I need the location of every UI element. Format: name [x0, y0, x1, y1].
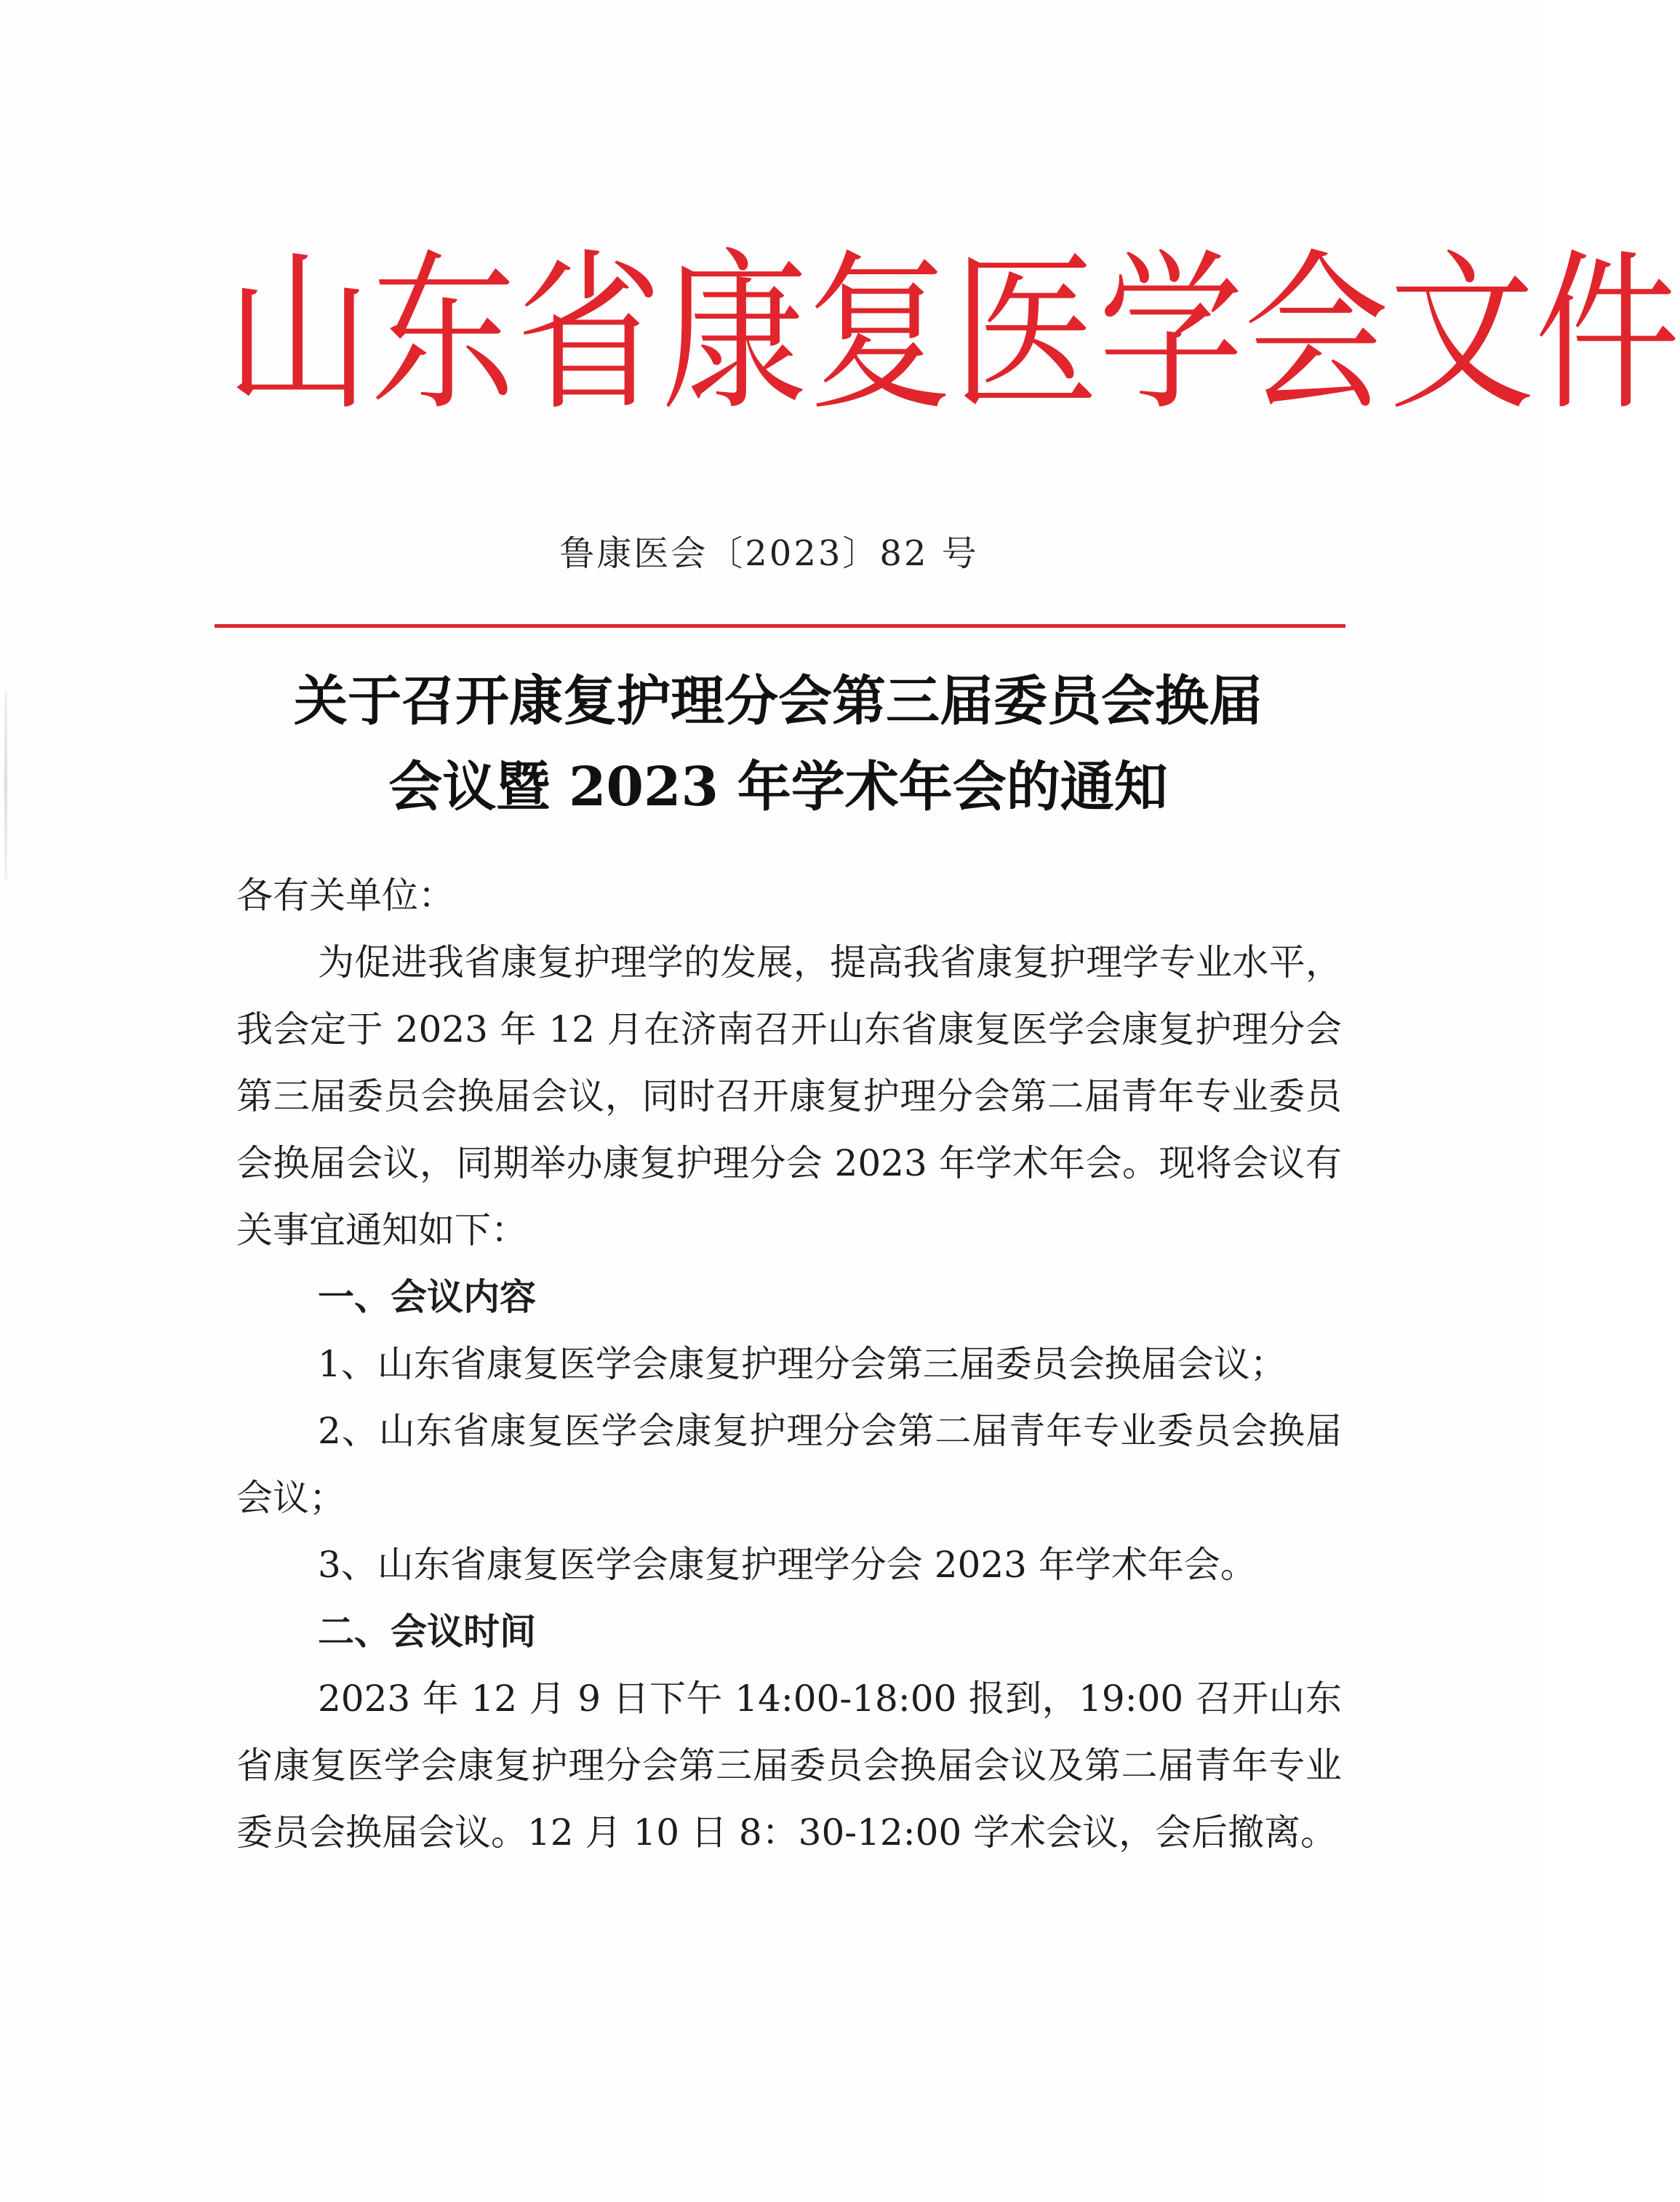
content-item-3: 3、山东省康复医学会康复护理学分会 2023 年学术年会。: [318, 1544, 1257, 1586]
masthead-char: 医: [953, 234, 1099, 434]
masthead-char: 会: [1244, 234, 1390, 434]
notice-body: [236, 862, 1342, 1866]
masthead-char: 康: [662, 234, 808, 434]
notice-title-line-1: 关于召开康复护理分会第三届委员会换届: [294, 670, 1263, 733]
intro-paragraph: 为促进我省康复护理学的发展，提高我省康复护理学专业水平，我会定于 2023 年 12 月在济南召开山东省康复医学会康复护理分会第三届委员会换届会议，同时召开康复护理分会第二届青年专业委员会换届会议，同期举办康复护理分会 2023 年学术年会。现将会议有关事宜通知如下：: [236, 941, 1342, 1251]
masthead-char: 学: [1098, 234, 1244, 434]
masthead-char: 东: [371, 234, 517, 434]
notice-title-line-2: 会议暨 2023 年学术年会的通知: [388, 756, 1168, 818]
section-heading-time: 二、会议时间: [318, 1611, 536, 1653]
masthead-char: 文: [1389, 234, 1535, 434]
document-number: 鲁康医会〔2023〕82 号: [559, 533, 979, 574]
masthead-title: [225, 234, 1680, 434]
masthead-char: 复: [807, 234, 953, 434]
masthead-char: 省: [516, 234, 663, 434]
content-item-1: 1、山东省康复医学会康复护理分会第三届委员会换届会议；: [318, 1343, 1287, 1385]
masthead-char: 山: [225, 234, 372, 434]
salutation: 各有关单位：: [236, 874, 455, 917]
masthead-char: 件: [1535, 234, 1680, 434]
notice-title: [218, 658, 1338, 830]
scan-edge-mark: [4, 691, 7, 880]
time-paragraph: 2023 年 12 月 9 日下午 14:00-18:00 报到，19:00 召开山东省康复医学会康复护理分会第三届委员会换届会议及第二届青年专业委员会换届会议。12 月 10 日 8：30-12:00 学术会议，会后撤离。: [236, 1678, 1342, 1854]
section-heading-content: 一、会议内容: [318, 1276, 536, 1318]
content-item-2: 2、山东省康复医学会康复护理分会第二届青年专业委员会换届会议；: [236, 1410, 1342, 1519]
red-divider-line: [215, 624, 1345, 628]
